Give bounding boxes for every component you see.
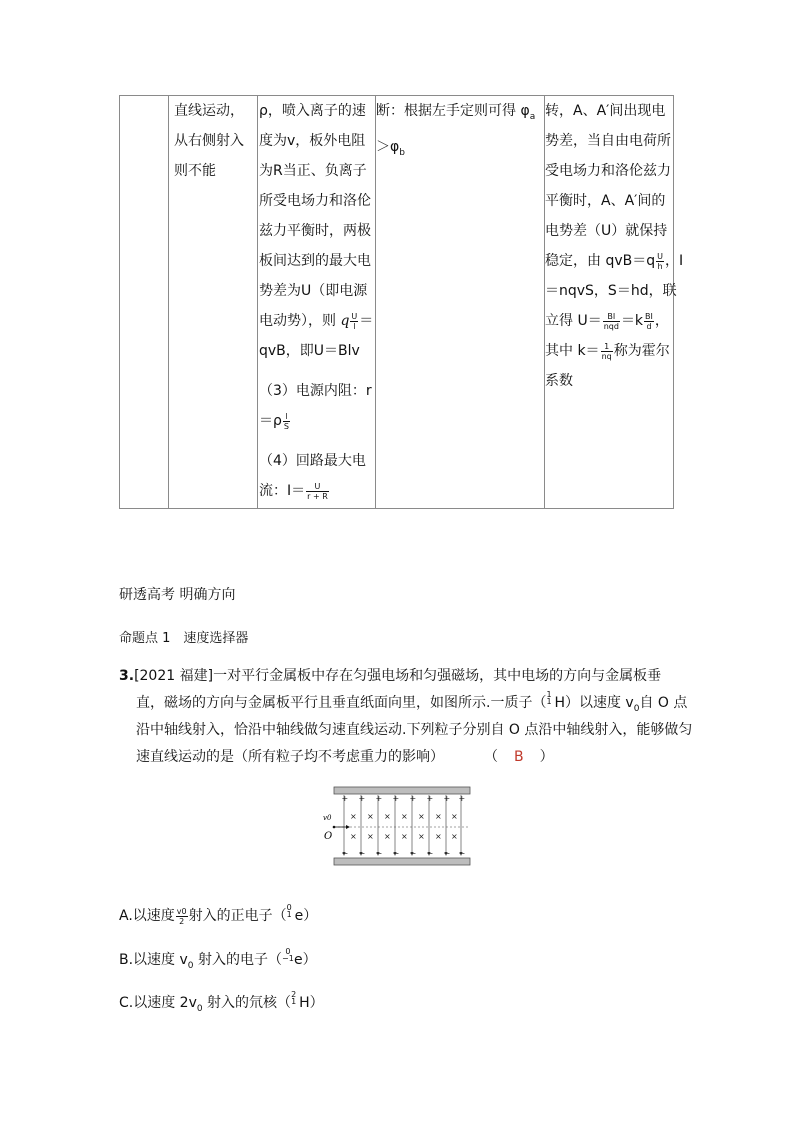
plus-sign: + bbox=[458, 794, 466, 803]
isotope-indices bbox=[291, 991, 296, 1005]
question-text: 速直线运动的是（所有粒子均不考虑重力的影响） bbox=[136, 749, 444, 765]
question-number: 3. bbox=[119, 668, 135, 684]
plus-sign: + bbox=[358, 794, 366, 803]
magnetic-cross: × bbox=[435, 832, 442, 841]
denominator: nqd bbox=[603, 321, 619, 331]
cell-text: 立得 U＝ bbox=[545, 313, 602, 329]
numerator: U bbox=[351, 311, 358, 321]
question-text: 直，磁场的方向与金属板平行且垂直纸面向里，如图所示.一质子（ bbox=[136, 695, 547, 711]
formula-var: q bbox=[340, 313, 350, 329]
denominator: 2 bbox=[179, 916, 185, 926]
numerator: U bbox=[306, 482, 329, 492]
cell-line: 兹力平衡时，两极 bbox=[259, 223, 371, 239]
plus-sign: + bbox=[409, 794, 417, 803]
cell-line: 所受电场力和洛伦 bbox=[259, 193, 371, 209]
denominator: nq bbox=[601, 351, 612, 361]
magnetic-cross: × bbox=[350, 812, 357, 821]
cell-line bbox=[376, 132, 535, 168]
cell-line: qvB，即U＝Blv bbox=[259, 343, 360, 359]
subscript: a bbox=[529, 111, 536, 122]
negative-charges bbox=[342, 849, 466, 858]
fraction bbox=[350, 312, 358, 331]
cell-line bbox=[545, 246, 683, 276]
velocity-label: v0 bbox=[323, 814, 332, 822]
cell-line: ρ，喷入离子的速 bbox=[259, 103, 366, 119]
mass-number: 1 bbox=[546, 690, 552, 699]
fraction bbox=[283, 412, 290, 431]
bottom-plate bbox=[334, 858, 470, 865]
fraction bbox=[176, 907, 188, 926]
atomic-number: 1 bbox=[286, 910, 292, 919]
magnetic-cross: × bbox=[418, 832, 425, 841]
denominator: S bbox=[283, 421, 289, 431]
cell-text: 断：根据左手定则可得 φ bbox=[376, 103, 530, 119]
magnetic-cross: × bbox=[451, 812, 458, 821]
mass-number: 0 bbox=[286, 903, 292, 912]
cell-line: 则不能 bbox=[174, 163, 216, 179]
cell-line: 平衡时，A、A′间的 bbox=[545, 193, 666, 209]
option-b bbox=[119, 947, 317, 979]
option-text: 射入的氘核（ bbox=[202, 995, 292, 1011]
cell-text: ＞φ bbox=[376, 138, 400, 155]
plus-sign: + bbox=[375, 794, 383, 803]
cell-text: 电动势），则 bbox=[259, 313, 336, 329]
mass-number: 0 bbox=[285, 947, 291, 956]
velocity-selector-figure bbox=[320, 786, 475, 869]
cell-line bbox=[259, 476, 373, 506]
subscript: b bbox=[399, 147, 405, 158]
origin-point bbox=[333, 826, 336, 829]
cell-line: （3）电源内阻：r bbox=[259, 383, 372, 399]
origin-label: O bbox=[324, 831, 333, 842]
cell-text: ＝ bbox=[359, 313, 374, 329]
table-cell-mhd-generator bbox=[259, 96, 373, 506]
answer-letter: B bbox=[514, 749, 524, 765]
question-line: 沿中轴线射入，恰沿中轴线做匀速直线运动.下列粒子分别自 O 点沿中轴线射入，能够做匀 bbox=[136, 722, 693, 738]
cell-text: 其中 k＝ bbox=[545, 343, 600, 359]
denominator: d bbox=[646, 321, 652, 331]
question-text: 自 O 点 bbox=[639, 695, 688, 711]
cell-line: 度为v，板外电阻 bbox=[259, 133, 366, 149]
table-cell-hall-effect bbox=[545, 96, 683, 396]
cell-line bbox=[545, 306, 683, 336]
option-c bbox=[119, 990, 324, 1022]
cell-line: 系数 bbox=[545, 373, 573, 389]
plus-sign: + bbox=[426, 794, 434, 803]
magnetic-cross: × bbox=[367, 812, 374, 821]
subscript: 0 bbox=[633, 703, 640, 714]
cell-line: 为R当正、负离子 bbox=[259, 163, 367, 179]
electric-field-lines bbox=[342, 795, 462, 856]
numerator: BI bbox=[603, 312, 620, 322]
cell-line bbox=[545, 336, 683, 366]
magnetic-cross: × bbox=[401, 832, 408, 841]
cell-text: 称为霍尔 bbox=[613, 343, 670, 359]
question-line bbox=[136, 744, 554, 770]
option-text: A.以速度 bbox=[119, 908, 175, 924]
minus-sign: − bbox=[375, 849, 383, 858]
isotope-symbol bbox=[282, 947, 303, 973]
minus-sign: − bbox=[443, 849, 451, 858]
option-text: ） bbox=[303, 908, 318, 924]
magnetic-cross: × bbox=[401, 812, 408, 821]
magnetic-cross: × bbox=[384, 832, 391, 841]
element-symbol: e bbox=[293, 952, 303, 968]
comparison-table bbox=[119, 95, 684, 509]
cell-text: ，I bbox=[664, 253, 684, 269]
magnetic-cross: × bbox=[367, 832, 374, 841]
option-text: ） bbox=[302, 952, 317, 968]
cell-line: 电势差（U）就保持 bbox=[545, 223, 668, 239]
isotope-indices bbox=[282, 948, 294, 962]
atomic-number: 1 bbox=[546, 697, 552, 706]
isotope-symbol bbox=[546, 690, 565, 716]
isotope-indices bbox=[546, 691, 551, 705]
cell-line bbox=[376, 96, 535, 132]
cell-text: 流：I＝ bbox=[259, 483, 306, 499]
denominator: r + R bbox=[307, 491, 328, 501]
cell-line: ＝nqvS，S＝hd，联 bbox=[545, 283, 677, 299]
subscript: 0 bbox=[187, 960, 194, 971]
magnetic-field-crosses bbox=[350, 812, 458, 841]
cell-line: 势差，当自由电荷所 bbox=[545, 133, 671, 149]
option-text: C.以速度 2v bbox=[119, 995, 197, 1011]
option-text: 射入的电子（ bbox=[193, 952, 282, 968]
cell-text: 稳定，由 qvB＝q bbox=[545, 253, 656, 269]
magnetic-cross: × bbox=[350, 832, 357, 841]
cell-line: 转，A、A′间出现电 bbox=[545, 103, 666, 119]
question-text: [2021 福建]一对平行金属板中存在匀强电场和匀强磁场，其中电场的方向与金属板垂 bbox=[134, 668, 662, 684]
cell-line: 直线运动， bbox=[174, 103, 244, 119]
cell-line: （4）回路最大电 bbox=[259, 453, 366, 469]
proposition-heading: 命题点 1 速度选择器 bbox=[119, 631, 249, 646]
answer-bracket: （ bbox=[484, 749, 498, 765]
element-symbol: H bbox=[554, 695, 565, 711]
isotope-indices bbox=[287, 904, 292, 918]
atomic-number: 1 bbox=[291, 997, 297, 1006]
magnetic-cross: × bbox=[451, 832, 458, 841]
cell-text: ， bbox=[654, 313, 669, 329]
table-divider bbox=[257, 96, 258, 508]
cell-line: 板间达到的最大电 bbox=[259, 253, 371, 269]
answer-bracket: ） bbox=[539, 749, 554, 765]
numerator: v0 bbox=[176, 906, 187, 916]
minus-sign: − bbox=[409, 849, 417, 858]
element-symbol: e bbox=[294, 908, 304, 924]
atomic-number: −1 bbox=[281, 954, 294, 963]
magnetic-cross: × bbox=[418, 812, 425, 821]
velocity-arrowhead bbox=[346, 825, 350, 829]
cell-line bbox=[259, 406, 373, 436]
cell-line: 势差为U（即电源 bbox=[259, 283, 368, 299]
option-text: B.以速度 v bbox=[119, 952, 188, 968]
cell-text: ＝ρ bbox=[259, 413, 282, 429]
cell-text: ＝k bbox=[620, 313, 644, 329]
question-line bbox=[119, 663, 661, 689]
isotope-symbol bbox=[287, 903, 304, 929]
magnetic-cross: × bbox=[435, 812, 442, 821]
numerator: l bbox=[283, 412, 290, 422]
minus-sign: − bbox=[341, 849, 349, 858]
answer-slot bbox=[484, 744, 554, 770]
section-title: 研透高考 明确方向 bbox=[119, 587, 236, 603]
plus-sign: + bbox=[341, 794, 349, 803]
positive-charges bbox=[342, 794, 466, 803]
minus-sign: − bbox=[392, 849, 400, 858]
plus-sign: + bbox=[443, 794, 451, 803]
cell-line: 受电场力和洛伦兹力 bbox=[545, 163, 671, 179]
fraction bbox=[601, 342, 613, 361]
denominator: l bbox=[353, 321, 356, 331]
option-a bbox=[119, 903, 317, 929]
plus-sign: + bbox=[392, 794, 400, 803]
option-text: ） bbox=[309, 995, 324, 1011]
table-cell-motion bbox=[174, 96, 244, 186]
minus-sign: − bbox=[358, 849, 366, 858]
element-symbol: H bbox=[299, 995, 310, 1011]
numerator: BI bbox=[645, 311, 653, 321]
numerator: 1 bbox=[601, 342, 613, 352]
table-cell-flowmeter bbox=[376, 96, 535, 168]
minus-sign: − bbox=[458, 849, 466, 858]
numerator: U bbox=[657, 251, 663, 261]
cell-line bbox=[259, 306, 373, 336]
subscript: 0 bbox=[196, 1003, 203, 1014]
isotope-symbol bbox=[291, 990, 310, 1016]
fraction bbox=[656, 252, 664, 271]
top-plate bbox=[334, 787, 470, 794]
fraction bbox=[603, 312, 620, 331]
cell-line: 从右侧射入 bbox=[174, 133, 244, 149]
magnetic-cross: × bbox=[384, 812, 391, 821]
minus-sign: − bbox=[426, 849, 434, 858]
mass-number: 2 bbox=[291, 990, 297, 999]
fraction bbox=[644, 312, 654, 331]
denominator: h bbox=[657, 261, 663, 271]
question-text: ）以速度 v bbox=[564, 695, 634, 711]
table-divider bbox=[168, 96, 169, 508]
fraction bbox=[306, 482, 329, 501]
option-text: 射入的正电子（ bbox=[188, 908, 287, 924]
